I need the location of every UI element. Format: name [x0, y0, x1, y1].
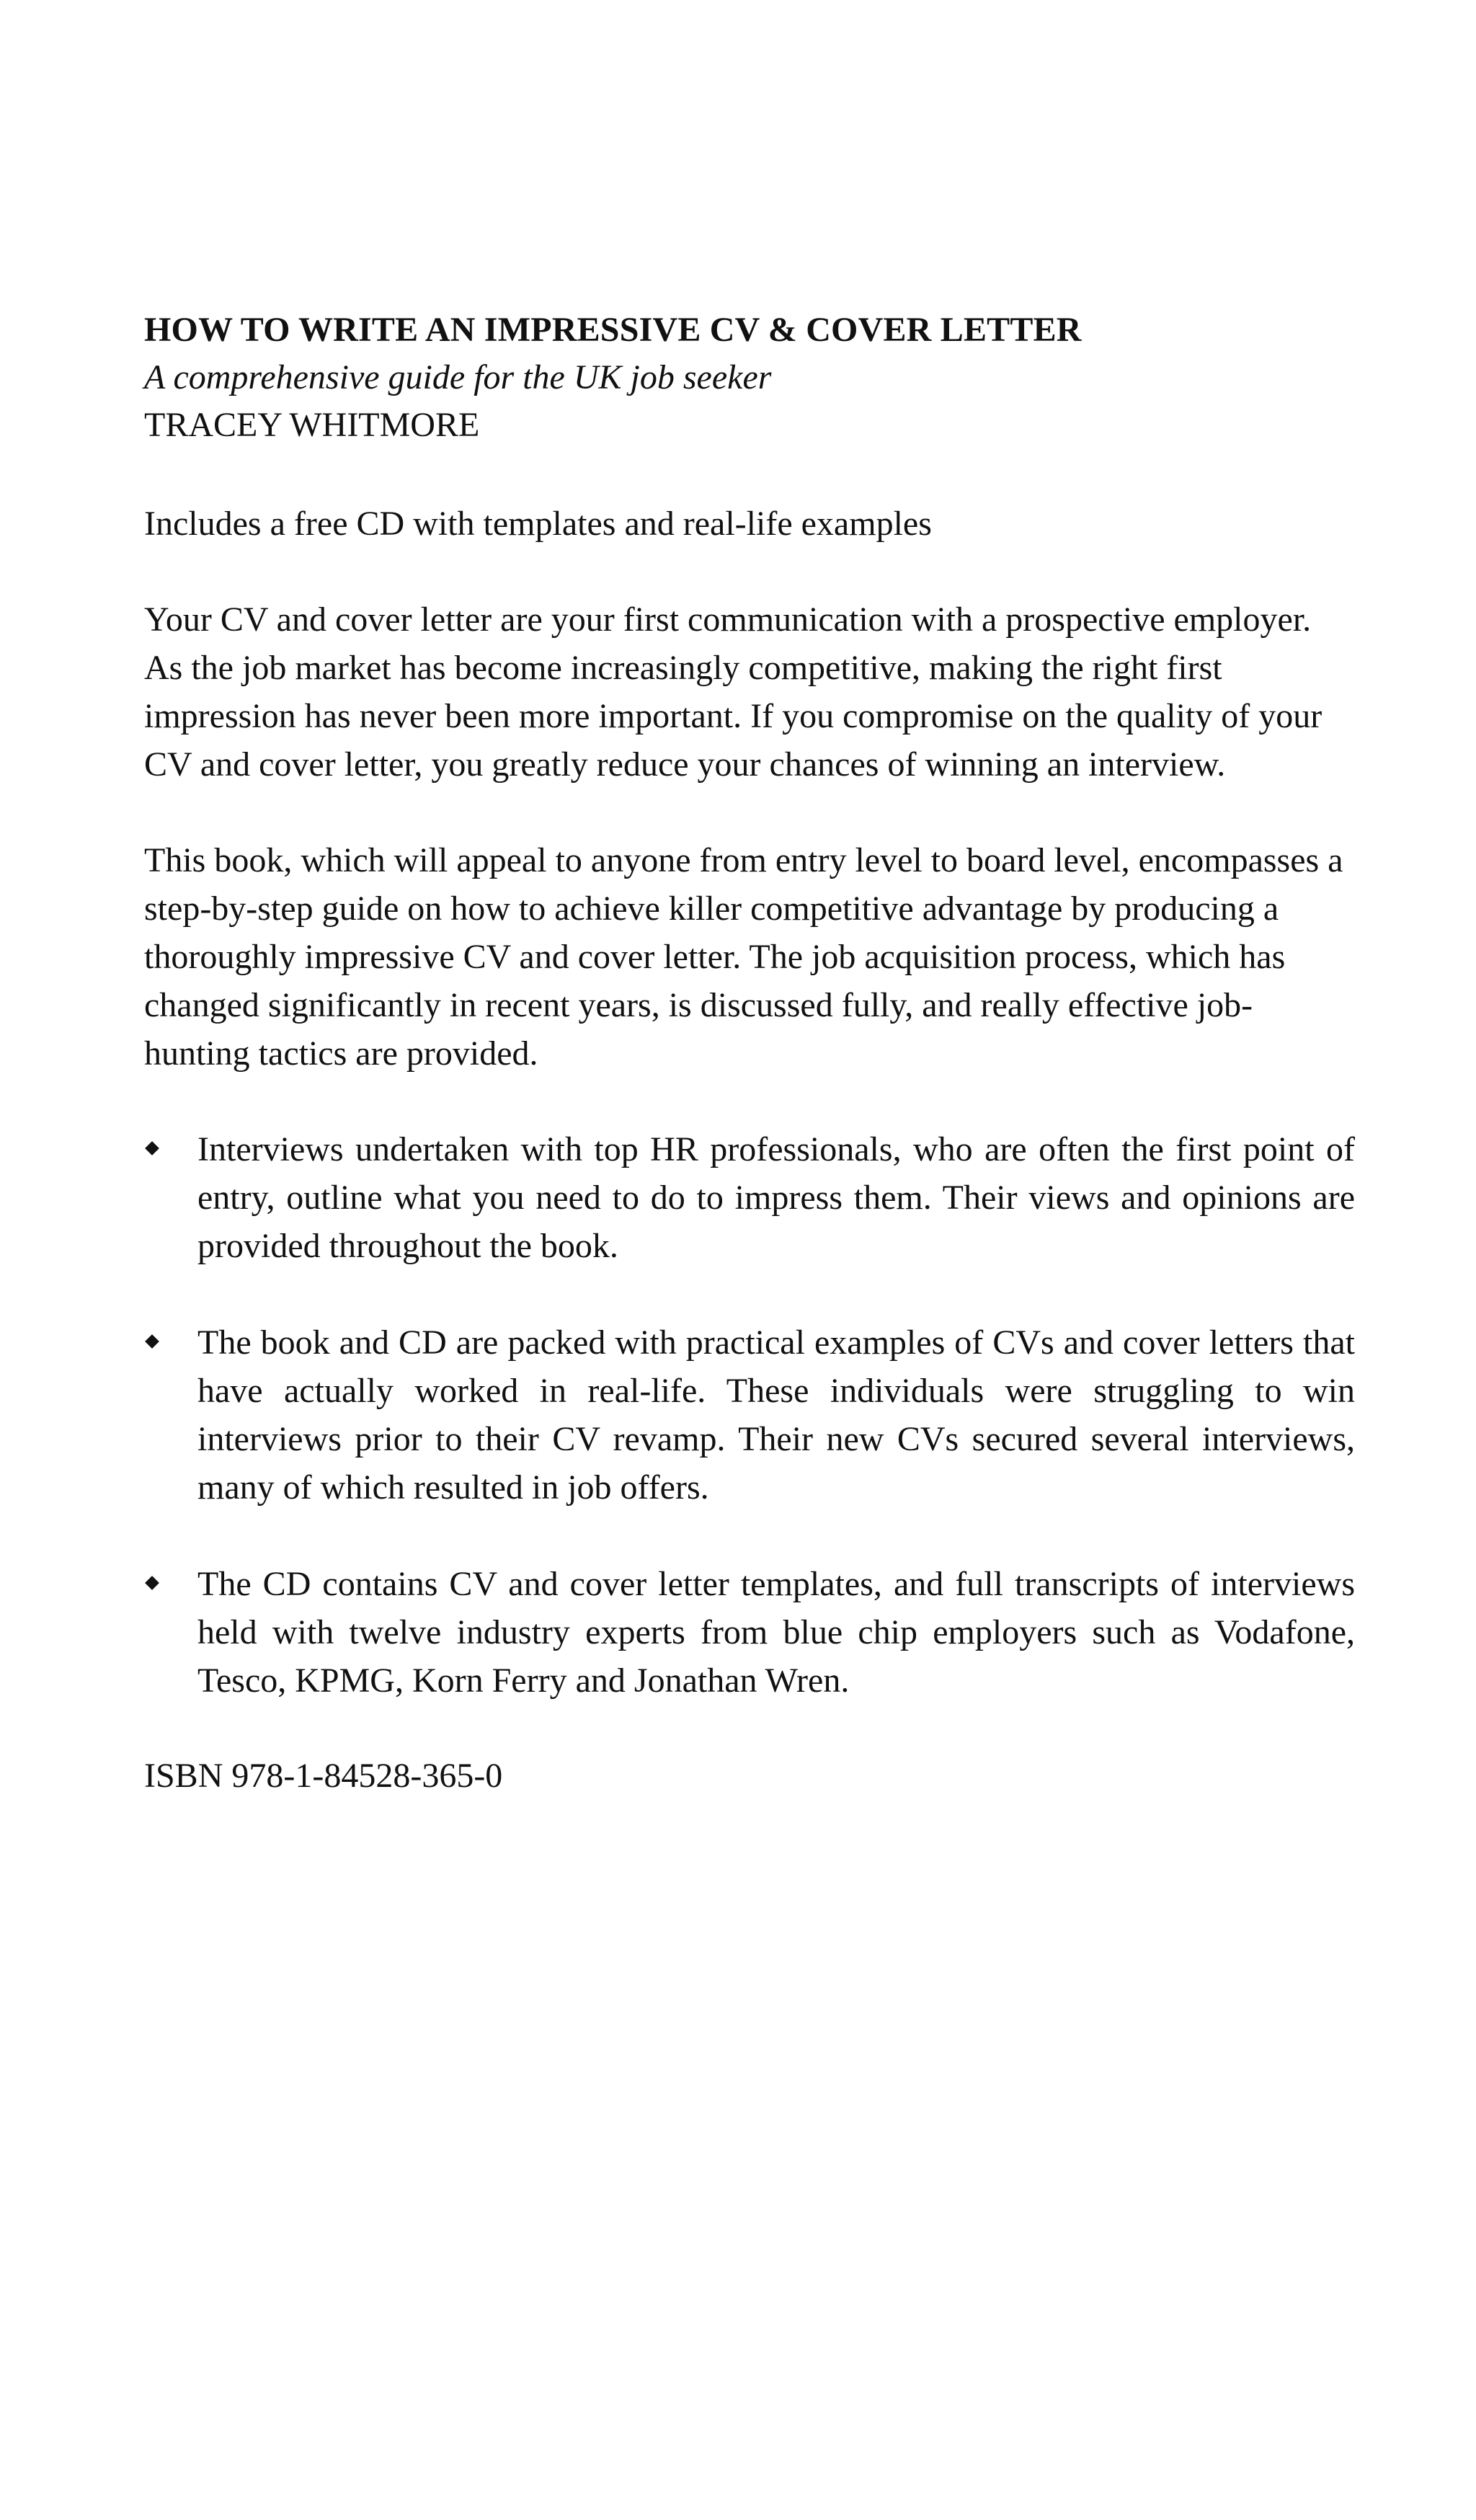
intro-paragraph: Your CV and cover letter are your first communication with a prospective employer. As the job market has become increasingly competitive, making the right first impression has never been more important. If you compromise on the quality of your CV and cover letter, you greatly reduce your chances of winning an interview.: [144, 600, 1322, 784]
spacer: [144, 1705, 1355, 1752]
back-cover-text: [144, 306, 1355, 1800]
feature-list-item: [144, 1318, 1355, 1512]
feature-list: [144, 1125, 1355, 1705]
spacer: [144, 1078, 1355, 1125]
feature-text: Interviews undertaken with top HR professionals, who are often the first point of entry, outline what you need to do to impress them. Their views and opinions are provided throughout the book.: [197, 1130, 1355, 1265]
feature-text: The CD contains CV and cover letter templates, and full transcripts of interviews held with twelve industry experts from blue chip employers such as Vodafone, Tesco, KPMG, Korn Ferry and Jonathan Wren.: [197, 1565, 1355, 1700]
book-author: TRACEY WHITMORE: [144, 406, 480, 444]
feature-text: The book and CD are packed with practical examples of CVs and cover letters that have actually worked in real-life. These individuals were struggling to win interviews prior to their CV revamp. Their new CVs secured several interviews, many of which resulted in job offers.: [197, 1323, 1355, 1507]
feature-list-item: [144, 1560, 1355, 1705]
book-subtitle: A comprehensive guide for the UK job seeker: [144, 358, 772, 396]
description-paragraph: This book, which will appeal to anyone from entry level to board level, encompasses a step-by-step guide on how to achieve killer competitive advantage by producing a thoroughly impressive CV and cover letter. The job acquisition process, which has changed significantly in recent years, is discussed fully, and really effective job-hunting tactics are provided.: [144, 841, 1343, 1073]
spacer: [144, 449, 1355, 500]
cd-note: Includes a free CD with templates and real-life examples: [144, 505, 932, 543]
feature-list-item: [144, 1125, 1355, 1270]
spacer: [144, 789, 1355, 836]
book-title: HOW TO WRITE AN IMPRESSIVE CV & COVER LETTER: [144, 311, 1082, 349]
diamond-bullet-icon: [145, 1334, 159, 1349]
diamond-bullet-icon: [145, 1141, 159, 1155]
isbn: ISBN 978-1-84528-365-0: [144, 1757, 503, 1795]
spacer: [144, 548, 1355, 595]
diamond-bullet-icon: [145, 1576, 159, 1590]
